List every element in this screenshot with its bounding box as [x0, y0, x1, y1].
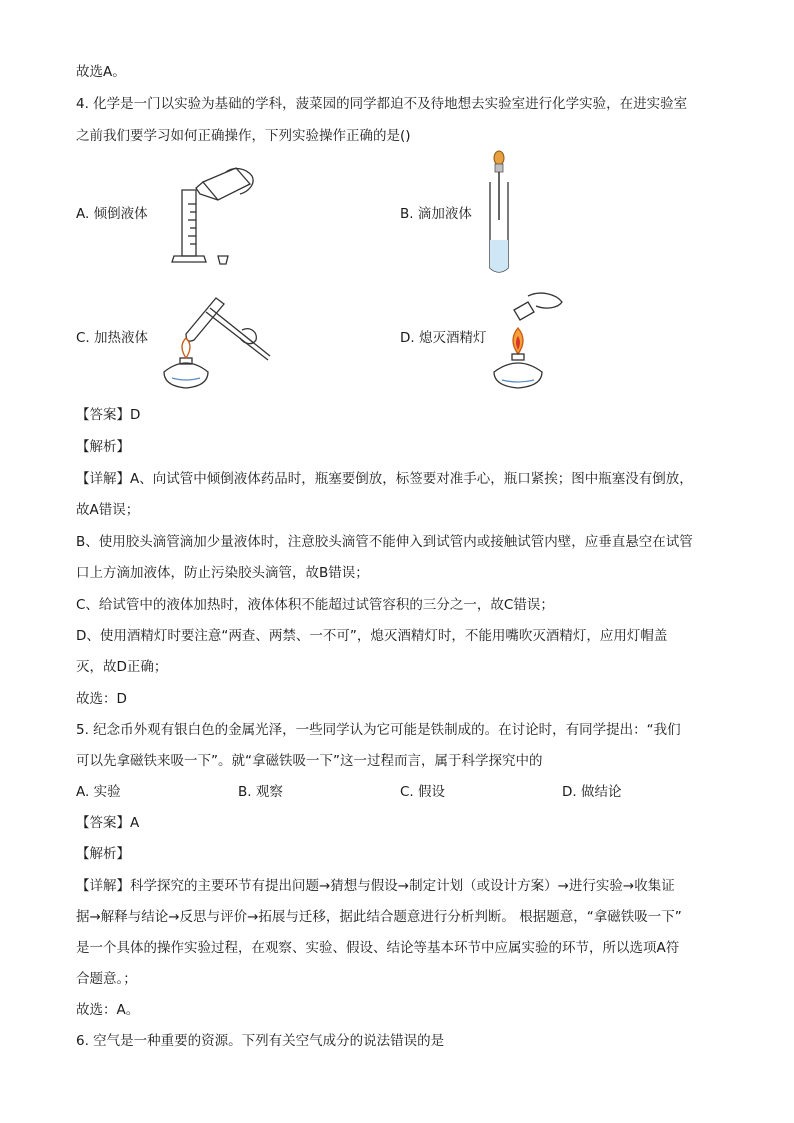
previous-answer-line: 故选A。 — [76, 64, 126, 80]
q4-detail-line4: 口上方滴加液体，防止污染胶头滴管，故B错误； — [76, 565, 369, 581]
q5-detail-line1: 【详解】科学探究的主要环节有提出问题→猜想与假设→制定计划（或设计方案）→进行实验→收集证 — [76, 878, 675, 894]
dropping-liquid-figure — [484, 150, 514, 278]
q5-detail-line2: 据→解释与结论→反思与评价→拓展与迁移，据此结合题意进行分析判断。 根据题意，“拿磁铁吸一下” — [76, 909, 682, 925]
question-6-text: 6. 空气是一种重要的资源。下列有关空气成分的说法错误的是 — [76, 1033, 445, 1049]
q5-detail-line4: 合题意。； — [76, 971, 137, 987]
heating-liquid-figure — [146, 282, 276, 392]
q4-final-choice: 故选：D — [76, 691, 127, 707]
q4-detail-line3: B、使用胶头滴管滴加少量液体时，注意胶头滴管不能伸入到试管内或接触试管内壁，应垂直悬空在试管 — [76, 534, 693, 550]
q4-answer: 【答案】D — [76, 407, 141, 423]
q4-detail-line7: 灭，故D正确； — [76, 659, 168, 675]
q4-detail-line1: 【详解】A、向试管中倾倒液体药品时，瓶塞要倒放，标签要对准手心，瓶口紧挨；图中瓶塞没有倒放， — [76, 471, 693, 487]
q4-option-d: D. 熄灭酒精灯 — [400, 330, 487, 346]
q4-option-a: A. 倾倒液体 — [76, 206, 148, 222]
extinguish-lamp-figure — [484, 288, 568, 392]
q5-detail-line3: 是一个具体的操作实验过程，在观察、实验、假设、结论等基本环节中应属实验的环节，所以选项A符 — [76, 940, 680, 956]
q4-option-b: B. 滴加液体 — [400, 206, 472, 222]
question-4-text-line2: 之前我们要学习如何正确操作，下列实验操作正确的是() — [76, 128, 411, 144]
question-5-text-line1: 5. 纪念币外观有银白色的金属光泽，一些同学认为它可能是铁制成的。在讨论时，有同学提出：“我们 — [76, 722, 681, 738]
q5-final-choice: 故选：A。 — [76, 1002, 140, 1018]
question-5-text-line2: 可以先拿磁铁来吸一下”。就“拿磁铁吸一下”这一过程而言，属于科学探究中的 — [76, 753, 543, 769]
q4-detail-line2: 故A错误； — [76, 502, 140, 518]
q4-analysis-heading: 【解析】 — [76, 439, 130, 455]
q5-option-d: D. 做结论 — [562, 784, 622, 800]
q4-detail-line6: D、使用酒精灯时要注意“两查、两禁、一不可”，熄灭酒精灯时，不能用嘴吹灭酒精灯，应用灯帽盖 — [76, 628, 668, 644]
question-4-text-line1: 4. 化学是一门以实验为基础的学科，菠菜园的同学都迫不及待地想去实验室进行化学实验，在进实验室 — [76, 96, 688, 112]
q4-option-c: C. 加热液体 — [76, 330, 149, 346]
q5-option-b: B. 观察 — [238, 784, 283, 800]
q5-analysis-heading: 【解析】 — [76, 846, 130, 862]
q5-option-a: A. 实验 — [76, 784, 121, 800]
q5-option-c: C. 假设 — [400, 784, 446, 800]
q5-answer: 【答案】A — [76, 815, 140, 831]
q4-detail-line5: C、给试管中的液体加热时，液体体积不能超过试管容积的三分之一，故C错误； — [76, 597, 554, 613]
pouring-liquid-figure — [148, 160, 258, 270]
